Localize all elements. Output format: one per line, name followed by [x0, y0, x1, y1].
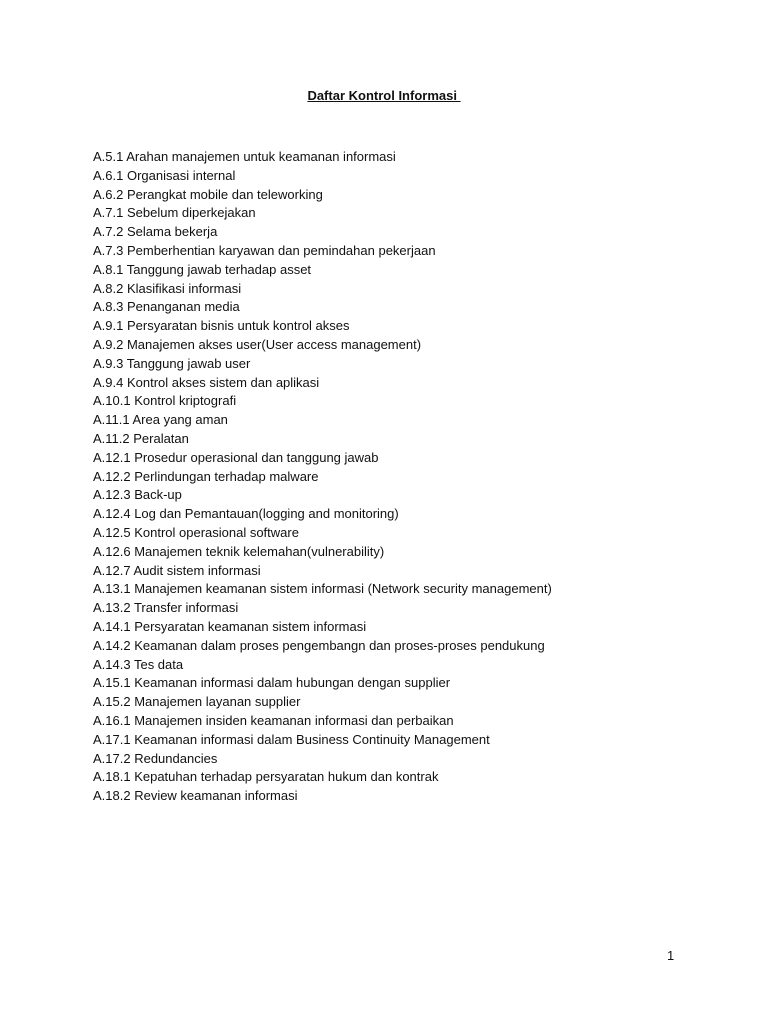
- list-item: A.5.1 Arahan manajemen untuk keamanan informasi: [93, 149, 396, 164]
- list-item: A.9.1 Persyaratan bisnis untuk kontrol akses: [93, 318, 350, 334]
- control-list: [93, 148, 552, 806]
- list-item: A.18.2 Review keamanan informasi: [93, 788, 298, 804]
- list-item: A.12.3 Back-up: [93, 487, 182, 503]
- list-item: A.9.2 Manajemen akses user(User access management): [93, 336, 422, 352]
- list-item: A.6.2 Perangkat mobile dan teleworking: [93, 186, 323, 202]
- list-item: A.18.1 Kepatuhan terhadap persyaratan hukum dan kontrak: [93, 769, 439, 785]
- list-item: A.13.2 Transfer informasi: [93, 600, 239, 616]
- list-item: A.17.1 Keamanan informasi dalam Business Continuity Management: [93, 731, 490, 747]
- list-item: A.10.1 Kontrol kriptografi: [93, 393, 237, 409]
- list-item: A.9.3 Tanggung jawab user: [93, 355, 251, 371]
- list-item: A.8.2 Klasifikasi informasi: [93, 280, 242, 296]
- list-item: A.6.1 Organisasi internal: [93, 167, 236, 183]
- list-item: A.14.2 Keamanan dalam proses pengembangn dan proses-proses pendukung: [93, 637, 545, 653]
- list-item: A.7.1 Sebelum diperkejakan: [93, 205, 256, 221]
- list-item: A.8.1 Tanggung jawab terhadap asset: [93, 261, 312, 277]
- list-item: A.16.1 Manajemen insiden keamanan informasi dan perbaikan: [93, 712, 454, 728]
- list-item: A.12.7 Audit sistem informasi: [93, 562, 261, 578]
- list-item: A.7.3 Pemberhentian karyawan dan pemindahan pekerjaan: [93, 242, 436, 258]
- list-item: A.12.6 Manajemen teknik kelemahan(vulnerability): [93, 543, 385, 559]
- document-title: Daftar Kontrol Informasi: [307, 88, 461, 103]
- list-item: A.9.4 Kontrol akses sistem dan aplikasi: [93, 374, 320, 390]
- list-item: A.11.1 Area yang aman: [93, 412, 228, 428]
- list-item: A.12.1 Prosedur operasional dan tanggung jawab: [93, 449, 379, 465]
- page-number: 1: [667, 948, 675, 963]
- list-item: A.12.5 Kontrol operasional software: [93, 524, 299, 540]
- list-item: A.7.2 Selama bekerja: [93, 224, 218, 240]
- list-item: A.13.1 Manajemen keamanan sistem informasi (Network security management): [93, 581, 552, 597]
- list-item: A.8.3 Penanganan media: [93, 299, 240, 315]
- list-item: A.17.2 Redundancies: [93, 750, 218, 766]
- list-item: A.15.1 Keamanan informasi dalam hubungan dengan supplier: [93, 675, 451, 691]
- list-item: A.12.2 Perlindungan terhadap malware: [93, 468, 319, 484]
- list-item: A.14.1 Persyaratan keamanan sistem informasi: [93, 618, 367, 634]
- list-item: A.15.2 Manajemen layanan supplier: [93, 694, 301, 710]
- list-item: A.14.3 Tes data: [93, 656, 184, 672]
- list-item: A.11.2 Peralatan: [93, 430, 189, 446]
- list-item: A.12.4 Log dan Pemantauan(logging and monitoring): [93, 506, 399, 522]
